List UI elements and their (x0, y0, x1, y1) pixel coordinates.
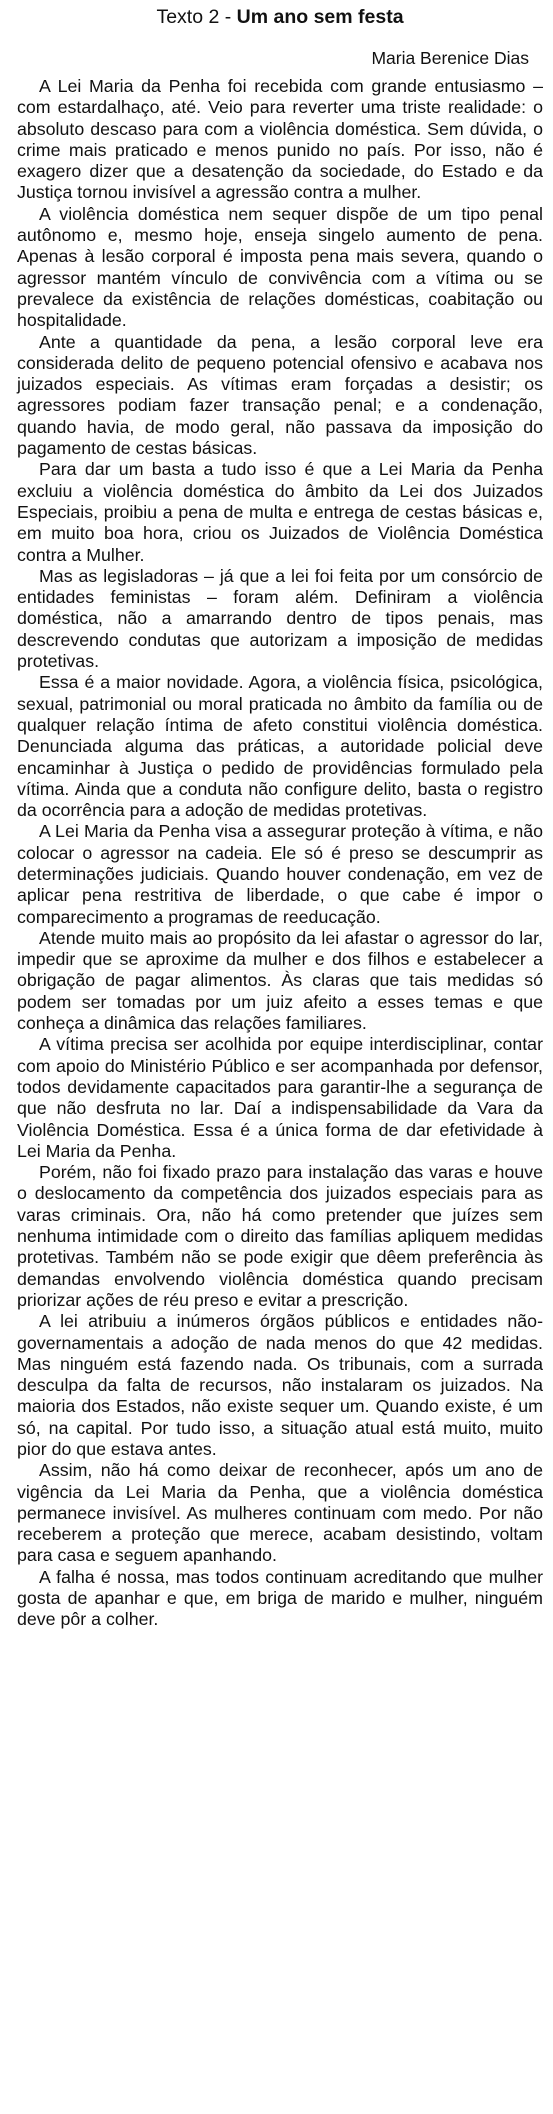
paragraph-11: A lei atribuiu a inúmeros órgãos públicos e entidades não-governamentais a adoção de nada menos do que 42 medidas. Mas ninguém está fazendo nada. Os tribunais, com a surrada desculpa da falta de recursos, não instalaram os juizados. Na maioria dos Estados, não existe sequer um. Quando existe, é um só, na capital. Por tudo isso, a situação atual está muito, muito pior do que estava antes. (17, 1311, 543, 1459)
article-title: Um ano sem festa (236, 6, 404, 28)
article-body (17, 76, 543, 1631)
paragraph-9: A vítima precisa ser acolhida por equipe interdisciplinar, contar com apoio do Ministério Público e ser acompanhada por defensor, todos devidamente capacitados para garantir-lhe a segurança de que não desfruta no lar. Daí a indispensabilidade da Vara da Violência Doméstica. Essa é a única forma de dar efetividade à Lei Maria da Penha. (17, 1034, 543, 1161)
paragraph-12: Assim, não há como deixar de reconhecer, após um ano de vigência da Lei Maria da Penha, que a violência doméstica permanece invisível. As mulheres continuam com medo. Por não receberem a proteção que merece, acabam desistindo, voltam para casa e seguem apanhando. (17, 1460, 543, 1566)
paragraph-7: A Lei Maria da Penha visa a assegurar proteção à vítima, e não colocar o agressor na cadeia. Ele só é preso se descumprir as determinações judiciais. Quando houver condenação, em vez de aplicar pena restritiva de liberdade, o que cabe é impor o comparecimento a programas de reeducação. (17, 821, 543, 927)
text-heading (17, 4, 543, 30)
paragraph-5: Mas as legisladoras – já que a lei foi feita por um consórcio de entidades feministas – foram além. Definiram a violência doméstica, não a amarrando dentro de tipos penais, mas descrevendo condutas que autorizam a imposição de medidas protetivas. (17, 565, 543, 672)
article-author: Maria Berenice Dias (371, 48, 529, 68)
text-label: Texto 2 - (156, 6, 237, 28)
paragraph-3: Ante a quantidade da pena, a lesão corporal leve era considerada delito de pequeno potencial ofensivo e acabava nos juizados especiais. As vítimas eram forçadas a desistir; os agressores podiam fazer transação penal; e a condenação, quando havia, de modo geral, não passava da imposição do pagamento de cestas básicas. (17, 331, 543, 459)
paragraph-2: A violência doméstica nem sequer dispõe de um tipo penal autônomo e, mesmo hoje, enseja singelo aumento de pena. Apenas à lesão corporal é imposta pena mais severa, quando o agressor mantém vínculo de convivência com a vítima ou se prevalece da existência de relações domésticas, coabitação ou hospitalidade. (17, 203, 543, 331)
paragraph-10: Porém, não foi fixado prazo para instalação das varas e houve o deslocamento da competência dos juizados especiais para as varas criminais. Ora, não há como pretender que juízes sem nenhuma intimidade com o direito das famílias apliquem medidas protetivas. Também não se pode exigir que dêem preferência às demandas envolvendo violência doméstica quando precisam priorizar ações de réu preso e evitar a prescrição. (17, 1162, 543, 1310)
paragraph-13: A falha é nossa, mas todos continuam acreditando que mulher gosta de apanhar e que, em briga de marido e mulher, ninguém deve pôr a colher. (17, 1566, 543, 1630)
paragraph-1: A Lei Maria da Penha foi recebida com grande entusiasmo – com estardalhaço, até. Veio para reverter uma triste realidade: o absoluto descaso para com a violência doméstica. Sem dúvida, o crime mais praticado e menos punido no país. Por isso, não é exagero dizer que a desatenção da sociedade, do Estado e da Justiça tornou invisível a agressão contra a mulher. (17, 76, 543, 203)
paragraph-8: Atende muito mais ao propósito da lei afastar o agressor do lar, impedir que se aproxime da mulher e dos filhos e estabelecer a obrigação de pagar alimentos. Às claras que tais medidas só podem ser tomadas por um juiz afeito a esses temas e que conheça a dinâmica das relações familiares. (17, 927, 543, 1034)
paragraph-4: Para dar um basta a tudo isso é que a Lei Maria da Penha excluiu a violência doméstica do âmbito da Lei dos Juizados Especiais, proibiu a pena de multa e entrega de cestas básicas e, em muito boa hora, criou os Juizados de Violência Doméstica contra a Mulher. (17, 459, 543, 565)
paragraph-6: Essa é a maior novidade. Agora, a violência física, psicológica, sexual, patrimonial ou moral praticada no âmbito da família ou de qualquer relação íntima de afeto constitui violência doméstica. Denunciada alguma das práticas, a autoridade policial deve encaminhar à Justiça o pedido de providências formulado pela vítima. Ainda que a conduta não configure delito, basta o registro da ocorrência para a adoção de medidas protetivas. (17, 672, 543, 821)
